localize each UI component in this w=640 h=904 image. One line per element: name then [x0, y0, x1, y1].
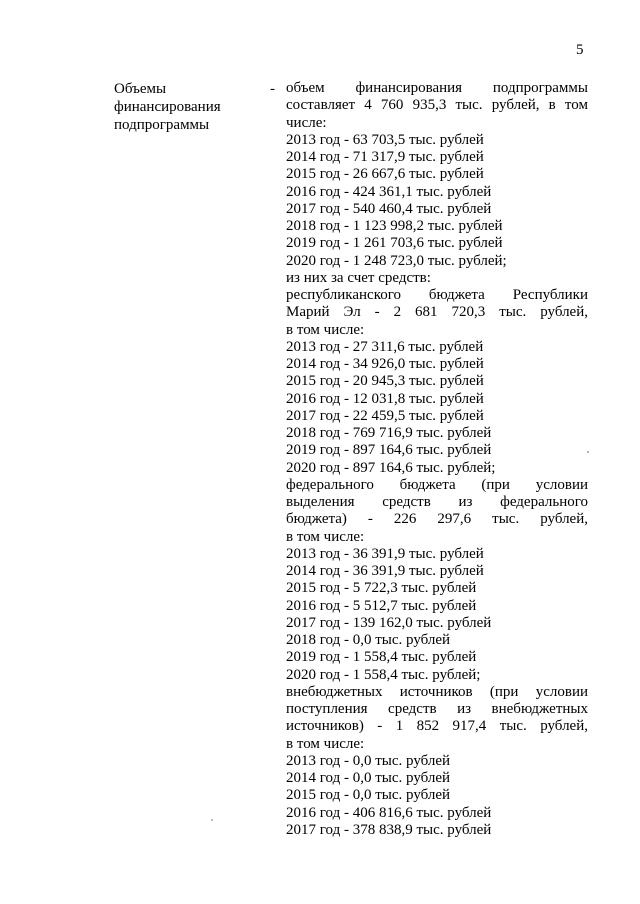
text-line: бюджета) - 226 297,6 тыс. рублей,: [286, 511, 588, 528]
text-line: 2016 год - 12 031,8 тыс. рублей: [286, 390, 484, 407]
text-line: республиканского бюджета Республики: [286, 287, 588, 303]
text-line: федерального бюджета (при условии: [286, 476, 588, 493]
text-line: из них за счет средств:: [286, 269, 431, 286]
text-line: 2016 год - 5 512,7 тыс. рублей: [286, 597, 477, 614]
text-line: 2014 год - 71 317,9 тыс. рублей: [286, 149, 484, 165]
text-line: 2020 год - 1 558,4 тыс. рублей;: [286, 666, 481, 683]
text-line: 2019 год - 1 558,4 тыс. рублей: [286, 649, 477, 666]
text-line: 2017 год - 22 459,5 тыс. рублей: [286, 407, 484, 424]
text-line: 2017 год - 378 838,9 тыс. рублей: [286, 821, 492, 838]
text-line: 2014 год - 36 391,9 тыс. рублей: [286, 563, 484, 579]
text-line: 2013 год - 63 703,5 тыс. рублей: [286, 131, 484, 148]
page-number: 5: [576, 42, 584, 58]
text-line: 2015 год - 20 945,3 тыс. рублей: [286, 373, 484, 390]
text-line: 2015 год - 5 722,3 тыс. рублей: [286, 580, 477, 597]
text-line: 2013 год - 27 311,6 тыс. рублей: [286, 338, 484, 355]
text-line: 2015 год - 26 667,6 тыс. рублей: [286, 166, 484, 183]
text-line: 2017 год - 540 460,4 тыс. рублей: [286, 200, 492, 217]
section-label-line: финансирования: [114, 99, 221, 115]
text-line: объем финансирования подпрограммы: [286, 80, 588, 96]
text-line: 2013 год - 0,0 тыс. рублей: [286, 752, 451, 769]
text-line: числе:: [286, 114, 327, 131]
section-label: [114, 80, 264, 134]
text-line: 2016 год - 424 361,1 тыс. рублей: [286, 183, 492, 200]
text-line: 2014 год - 34 926,0 тыс. рублей: [286, 356, 484, 372]
text-line: составляет 4 760 935,3 тыс. рублей, в том: [286, 97, 588, 114]
text-line: 2019 год - 897 164,6 тыс. рублей: [286, 442, 492, 459]
text-line: поступления средств из внебюджетных: [286, 701, 588, 717]
text-line: 2018 год - 0,0 тыс. рублей: [286, 632, 451, 648]
text-line: в том числе:: [286, 528, 365, 545]
text-line: 2013 год - 36 391,9 тыс. рублей: [286, 545, 484, 562]
section-label-line: подпрограммы: [114, 117, 210, 133]
text-line: 2018 год - 1 123 998,2 тыс. рублей: [286, 218, 503, 234]
text-line: 2016 год - 406 816,6 тыс. рублей: [286, 804, 492, 821]
text-line: 2015 год - 0,0 тыс. рублей: [286, 787, 451, 804]
text-line: Марий Эл - 2 681 720,3 тыс. рублей,: [286, 304, 588, 321]
text-line: внебюджетных источников (при условии: [286, 683, 588, 700]
separator-dash: -: [270, 81, 275, 97]
text-line: 2017 год - 139 162,0 тыс. рублей: [286, 614, 492, 631]
financing-details: [286, 80, 588, 839]
text-line: источников) - 1 852 917,4 тыс. рублей,: [286, 718, 588, 735]
text-line: 2020 год - 1 248 723,0 тыс. рублей;: [286, 252, 507, 269]
text-line: в том числе:: [286, 735, 365, 752]
text-line: 2019 год - 1 261 703,6 тыс. рублей: [286, 235, 503, 252]
text-line: 2018 год - 769 716,9 тыс. рублей: [286, 425, 492, 441]
text-line: 2014 год - 0,0 тыс. рублей: [286, 770, 451, 786]
section-label-line: Объемы: [114, 81, 167, 97]
text-line: 2020 год - 897 164,6 тыс. рублей;: [286, 459, 496, 476]
text-line: в том числе:: [286, 321, 365, 338]
text-line: выделения средств из федерального: [286, 494, 588, 510]
